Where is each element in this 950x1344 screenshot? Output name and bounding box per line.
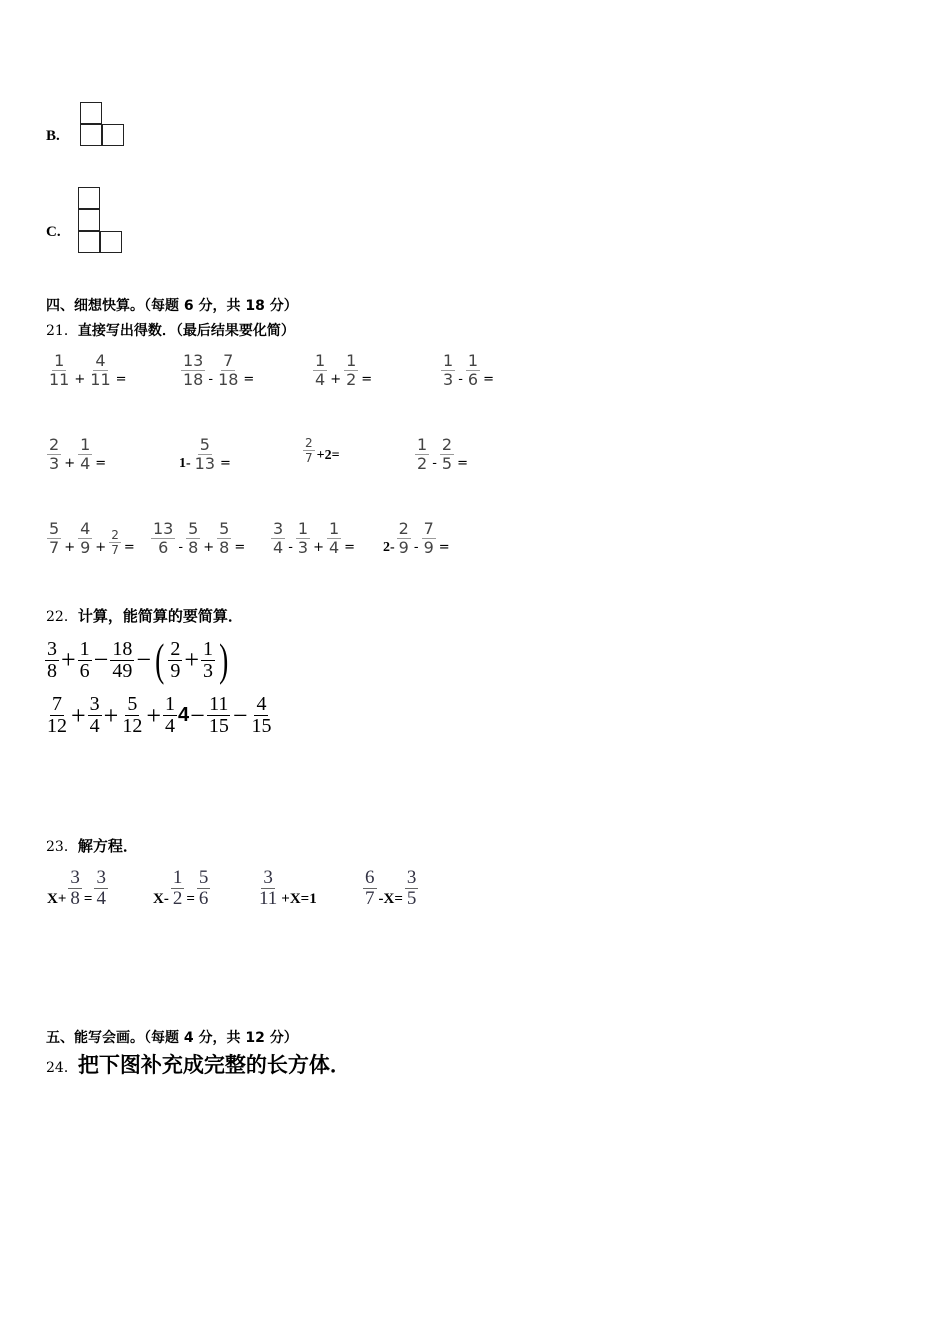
fraction: 2 9	[170, 637, 181, 682]
q21-expression	[382, 520, 452, 557]
q22-text: 计算，能简算的要简算．	[77, 607, 243, 625]
equation-text: X+	[47, 891, 67, 907]
fraction: $\frac{1}{2}$	[346, 351, 357, 389]
fraction: 2 9	[398, 519, 409, 557]
operator: =	[115, 372, 127, 387]
operator: +2=	[316, 448, 340, 463]
figure-square	[78, 209, 100, 231]
q21-expression	[150, 520, 247, 557]
figure-square	[80, 124, 102, 146]
figure-square	[102, 124, 124, 146]
operator: +	[64, 540, 76, 555]
equation-text: =	[83, 891, 93, 907]
fraction: $\frac{5}{12}$	[122, 693, 143, 737]
q22-expression-1: 3 8 + $\frac{1}{6}$ − $\frac{18}{49}$ − ( 2 9 + $\frac{1}{3}$ )	[47, 634, 229, 685]
operator: =	[243, 372, 255, 387]
fraction: $\frac{1}{6}$	[79, 637, 90, 682]
q21-heading	[46, 320, 295, 340]
fraction: 1 4	[315, 351, 326, 389]
operator: 1-	[179, 456, 191, 471]
operator: +	[330, 372, 342, 387]
operator: +	[95, 540, 107, 555]
fraction: 2 3	[49, 435, 60, 473]
fraction: $\frac{4}{15}$	[251, 693, 272, 737]
q21-expression	[178, 436, 233, 473]
q21-expression	[46, 520, 137, 557]
fraction: $\frac{3}{4}$	[89, 693, 100, 737]
q22-expression-2: 7 12 + $\frac{3}{4}$ + $\frac{5}{12}$ + $\frac{1}{4}$ 4 − $\frac{11}{15}$ − $\frac{4}{15}$	[47, 693, 272, 737]
fraction: 1 3	[297, 519, 309, 557]
operator: -	[288, 540, 293, 555]
fraction: 1 2	[417, 435, 428, 473]
fraction: 5 8	[188, 519, 199, 557]
operator: -	[208, 372, 214, 387]
figure-square	[78, 187, 100, 209]
operator: =	[361, 372, 373, 387]
option-b-label: B.	[46, 128, 60, 144]
fraction: 13 18	[183, 351, 204, 389]
fraction: 3 4	[273, 519, 284, 557]
q21-expression	[46, 436, 108, 473]
q23-number: 23．	[46, 839, 78, 855]
q21-text: 直接写出得数．（最后结果要化简）	[77, 323, 295, 339]
fraction: 6 7	[365, 867, 375, 909]
fraction: 1 3	[443, 351, 454, 389]
operator: 2-	[383, 540, 395, 555]
q23-equation	[362, 868, 419, 909]
operator: =	[234, 540, 246, 555]
q22-heading	[46, 605, 243, 626]
fraction: 7 12	[47, 693, 67, 737]
fraction: $\frac{4}{11}$	[90, 351, 111, 389]
fraction: $\frac{2}{7}$	[111, 528, 119, 557]
q23-equation	[152, 868, 211, 909]
figure-square	[78, 231, 100, 253]
q21-expression	[440, 352, 496, 389]
fraction: $\frac{1}{4}$	[328, 519, 340, 557]
operator: +	[203, 540, 215, 555]
fraction: $\frac{5}{6}$	[198, 867, 209, 909]
equation-text: -X=	[378, 891, 403, 907]
q21-expression	[414, 436, 470, 473]
fraction: $\frac{5}{8}$	[219, 519, 230, 557]
fraction: $\frac{4}{9}$	[80, 519, 91, 557]
operator: +	[74, 372, 86, 387]
fraction: $\frac{3}{5}$	[406, 867, 417, 909]
operator: +	[64, 456, 76, 471]
q21-expression	[312, 352, 374, 389]
operator: +	[313, 540, 324, 555]
fraction: $\frac{1}{3}$	[203, 637, 214, 682]
fraction: $\frac{1}{4}$	[165, 693, 176, 737]
operator: =	[220, 456, 231, 471]
fraction: $\frac{11}{15}$	[208, 693, 229, 737]
q23-text: 解方程．	[77, 837, 138, 855]
fraction: 3 11	[259, 867, 278, 909]
operator: =	[123, 540, 135, 555]
fraction: $\frac{7}{18}$	[218, 351, 239, 389]
q21-number: 21．	[46, 323, 78, 339]
operator: =	[457, 456, 468, 471]
fraction: 13 6	[153, 519, 174, 557]
operator: -	[458, 372, 463, 387]
section-5-title: 五、能写会画。（每题 4 分，共 12 分）	[46, 1030, 298, 1046]
option-c-label: C.	[46, 224, 61, 240]
operator: -	[178, 540, 184, 555]
fraction: $\frac{7}{9}$	[423, 519, 434, 557]
fraction: $\frac{3}{8}$	[70, 867, 80, 909]
section-4-title: 四、细想快算。（每题 6 分，共 18 分）	[46, 298, 298, 314]
fraction: $\frac{3}{4}$	[96, 867, 106, 909]
q24-text: 把下图补充成完整的长方体．	[77, 1053, 351, 1077]
q24-heading	[46, 1049, 351, 1079]
q21-expression	[180, 352, 256, 389]
q21-expression	[302, 436, 341, 465]
operator: =	[95, 456, 107, 471]
q23-heading	[46, 835, 138, 856]
q23-equation	[46, 868, 109, 909]
fraction: 3 8	[47, 637, 57, 682]
operator: -	[413, 540, 419, 555]
fraction: $\frac{5}{13}$	[194, 435, 216, 473]
q21-expression	[46, 352, 129, 389]
fraction: 1 11	[49, 351, 70, 389]
fraction: $\frac{1}{4}$	[80, 435, 91, 473]
q21-expression	[270, 520, 357, 557]
figure-square	[100, 231, 122, 253]
fraction: 2 7	[305, 436, 313, 465]
equation-text: +X=1	[281, 891, 317, 907]
equation-text: =	[186, 891, 195, 907]
fraction: $\frac{18}{49}$	[112, 637, 133, 682]
fraction: $\frac{1}{2}$	[172, 867, 183, 909]
q23-equation	[256, 868, 318, 909]
operator: =	[483, 372, 494, 387]
fraction: 5 7	[49, 519, 60, 557]
q24-number: 24．	[46, 1060, 78, 1076]
fraction: $\frac{2}{5}$	[441, 435, 453, 473]
figure-square	[80, 102, 102, 124]
equation-text: X-	[153, 891, 169, 907]
fraction: $\frac{1}{6}$	[467, 351, 479, 389]
operator: =	[438, 540, 450, 555]
operator: -	[432, 456, 437, 471]
operator: =	[344, 540, 356, 555]
q22-number: 22．	[46, 609, 78, 625]
